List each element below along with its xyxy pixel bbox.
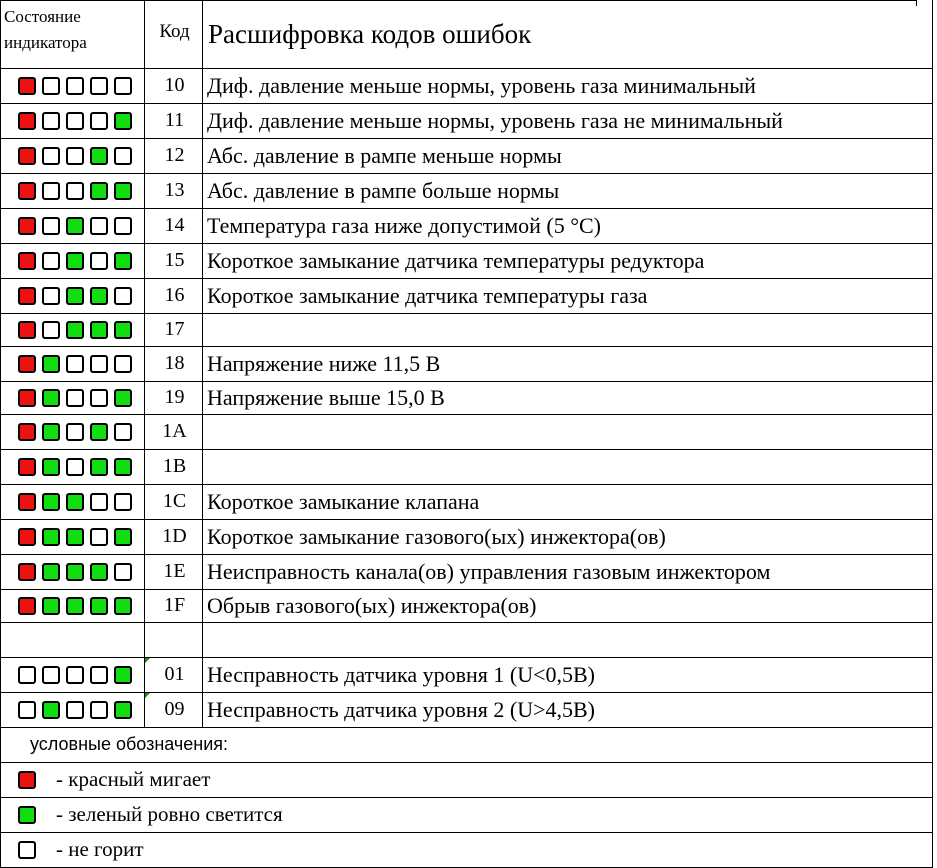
off-indicator-icon xyxy=(90,112,108,130)
indicator-leds xyxy=(18,589,132,622)
row-divider xyxy=(0,727,933,728)
green-indicator-icon xyxy=(114,321,132,339)
off-indicator-icon xyxy=(66,666,84,684)
legend-item xyxy=(18,797,283,832)
error-description: Несправность датчика уровня 2 (U>4,5В) xyxy=(207,696,595,722)
legend-divider xyxy=(0,797,933,798)
off-indicator-icon xyxy=(114,423,132,441)
indicator-leds xyxy=(18,554,132,589)
off-indicator-icon xyxy=(42,321,60,339)
indicator-leds xyxy=(18,449,132,484)
error-code: 19 xyxy=(164,386,185,408)
green-indicator-icon xyxy=(66,287,84,305)
red-indicator-icon xyxy=(18,287,36,305)
error-description: Короткое замыкание датчика температуры редуктора xyxy=(207,247,705,273)
green-indicator-icon xyxy=(114,182,132,200)
error-code: 11 xyxy=(164,109,185,131)
indicator-leds xyxy=(18,657,132,692)
indicator-leds xyxy=(18,414,132,449)
green-indicator-icon xyxy=(90,597,108,615)
row-divider xyxy=(0,589,933,590)
off-indicator-icon xyxy=(42,252,60,270)
green-indicator-icon xyxy=(114,666,132,684)
row-divider xyxy=(0,484,933,485)
green-indicator-icon xyxy=(42,355,60,373)
row-divider xyxy=(0,657,933,658)
row-divider xyxy=(0,554,933,555)
indicator-leds xyxy=(18,208,132,243)
error-description: Диф. давление меньше нормы, уровень газа не минимальный xyxy=(207,107,783,133)
off-indicator-icon xyxy=(66,147,84,165)
column-divider xyxy=(144,0,145,727)
error-description: Абс. давление в рампе больше нормы xyxy=(207,177,560,203)
indicator-header-line1: Состояние xyxy=(4,7,81,26)
green-indicator-icon xyxy=(66,563,84,581)
row-divider xyxy=(0,278,933,279)
legend-green-icon xyxy=(18,806,36,824)
indicator-leds xyxy=(18,313,132,346)
green-indicator-icon xyxy=(90,182,108,200)
off-indicator-icon xyxy=(42,217,60,235)
indicator-leds xyxy=(18,103,132,138)
off-indicator-icon xyxy=(114,287,132,305)
off-indicator-icon xyxy=(66,182,84,200)
off-indicator-icon xyxy=(90,217,108,235)
red-indicator-icon xyxy=(18,217,36,235)
off-indicator-icon xyxy=(42,666,60,684)
off-indicator-icon xyxy=(66,423,84,441)
column-divider xyxy=(202,0,203,727)
legend-off-icon xyxy=(18,841,36,859)
green-indicator-icon xyxy=(114,112,132,130)
off-indicator-icon xyxy=(114,563,132,581)
error-code: 1B xyxy=(162,455,187,477)
legend-item xyxy=(18,762,210,797)
off-indicator-icon xyxy=(66,458,84,476)
green-indicator-icon xyxy=(66,252,84,270)
green-indicator-icon xyxy=(42,493,60,511)
green-indicator-icon xyxy=(90,147,108,165)
off-indicator-icon xyxy=(114,217,132,235)
off-indicator-icon xyxy=(90,355,108,373)
error-description: Короткое замыкание клапана xyxy=(207,488,480,514)
row-divider xyxy=(0,173,933,174)
code-header: Код xyxy=(159,21,190,42)
green-indicator-icon xyxy=(114,458,132,476)
error-code: 18 xyxy=(164,352,185,374)
indicator-leds xyxy=(18,138,132,173)
green-indicator-icon xyxy=(114,252,132,270)
row-divider xyxy=(0,449,933,450)
green-indicator-icon xyxy=(114,389,132,407)
row-divider xyxy=(0,208,933,209)
off-indicator-icon xyxy=(66,355,84,373)
legend-title: условные обозначения: xyxy=(30,734,229,754)
error-code: 13 xyxy=(164,179,185,201)
row-divider xyxy=(0,313,933,314)
off-indicator-icon xyxy=(42,287,60,305)
green-indicator-icon xyxy=(66,528,84,546)
legend-text: - зеленый ровно светится xyxy=(56,802,283,826)
error-code: 15 xyxy=(164,249,185,271)
row-divider xyxy=(0,381,933,382)
row-divider xyxy=(0,103,933,104)
green-indicator-icon xyxy=(90,423,108,441)
off-indicator-icon xyxy=(90,389,108,407)
green-indicator-icon xyxy=(66,493,84,511)
off-indicator-icon xyxy=(114,493,132,511)
error-code: 1C xyxy=(162,490,187,512)
error-code: 17 xyxy=(164,318,185,340)
green-indicator-icon xyxy=(114,597,132,615)
red-indicator-icon xyxy=(18,321,36,339)
green-indicator-icon xyxy=(42,528,60,546)
green-indicator-icon xyxy=(42,389,60,407)
green-indicator-icon xyxy=(66,321,84,339)
row-divider xyxy=(0,622,933,623)
error-code: 09 xyxy=(164,698,185,720)
green-indicator-icon xyxy=(42,458,60,476)
red-indicator-icon xyxy=(18,147,36,165)
off-indicator-icon xyxy=(18,701,36,719)
indicator-leds xyxy=(18,243,132,278)
red-indicator-icon xyxy=(18,252,36,270)
red-indicator-icon xyxy=(18,563,36,581)
indicator-header xyxy=(4,4,144,56)
red-indicator-icon xyxy=(18,458,36,476)
off-indicator-icon xyxy=(90,493,108,511)
row-divider xyxy=(0,138,933,139)
error-description: Короткое замыкание датчика температуры газа xyxy=(207,282,648,308)
cell-comment-marker xyxy=(145,658,150,663)
error-description: Напряжение выше 15,0 В xyxy=(207,384,445,410)
green-indicator-icon xyxy=(114,528,132,546)
indicator-leds xyxy=(18,519,132,554)
indicator-leds xyxy=(18,484,132,519)
off-indicator-icon xyxy=(42,182,60,200)
off-indicator-icon xyxy=(114,147,132,165)
error-code: 14 xyxy=(164,214,185,236)
indicator-leds xyxy=(18,692,132,727)
error-code xyxy=(146,622,203,657)
off-indicator-icon xyxy=(66,701,84,719)
off-indicator-icon xyxy=(42,147,60,165)
indicator-leds xyxy=(18,173,132,208)
green-indicator-icon xyxy=(90,563,108,581)
error-code: 10 xyxy=(164,74,185,96)
row-divider xyxy=(0,414,933,415)
error-description: Абс. давление в рампе меньше нормы xyxy=(207,142,562,168)
row-divider xyxy=(0,519,933,520)
error-description: Напряжение ниже 11,5 В xyxy=(207,350,441,376)
green-indicator-icon xyxy=(114,701,132,719)
off-indicator-icon xyxy=(90,77,108,95)
error-code: 01 xyxy=(164,663,185,685)
error-description: Короткое замыкание газового(ых) инжектора(ов) xyxy=(207,523,666,549)
table-title: Расшифровка кодов ошибок xyxy=(208,18,532,49)
legend-item xyxy=(18,832,144,867)
error-description: Обрыв газового(ых) инжектора(ов) xyxy=(207,592,537,618)
off-indicator-icon xyxy=(18,666,36,684)
row-divider xyxy=(0,346,933,347)
green-indicator-icon xyxy=(90,321,108,339)
off-indicator-icon xyxy=(90,666,108,684)
cell-comment-marker xyxy=(145,693,150,698)
green-indicator-icon xyxy=(42,423,60,441)
legend-red-icon xyxy=(18,771,36,789)
off-indicator-icon xyxy=(66,77,84,95)
error-code: 1D xyxy=(162,525,187,547)
green-indicator-icon xyxy=(66,597,84,615)
grid-corner-tick xyxy=(916,0,917,6)
green-indicator-icon xyxy=(66,217,84,235)
red-indicator-icon xyxy=(18,423,36,441)
green-indicator-icon xyxy=(42,701,60,719)
red-indicator-icon xyxy=(18,528,36,546)
indicator-header-line2: индикатора xyxy=(4,33,87,52)
error-description: Диф. давление меньше нормы, уровень газа минимальный xyxy=(207,72,756,98)
green-indicator-icon xyxy=(90,458,108,476)
error-description: Неисправность канала(ов) управления газовым инжектором xyxy=(207,558,771,584)
error-code: 12 xyxy=(164,144,185,166)
off-indicator-icon xyxy=(114,77,132,95)
indicator-leds xyxy=(18,68,132,103)
error-description: Несправность датчика уровня 1 (U<0,5В) xyxy=(207,661,595,687)
legend-text: - не горит xyxy=(56,837,144,861)
off-indicator-icon xyxy=(90,528,108,546)
error-code: 1E xyxy=(163,560,186,582)
off-indicator-icon xyxy=(90,252,108,270)
red-indicator-icon xyxy=(18,355,36,373)
row-divider xyxy=(0,692,933,693)
indicator-leds xyxy=(18,381,132,414)
off-indicator-icon xyxy=(42,112,60,130)
red-indicator-icon xyxy=(18,77,36,95)
off-indicator-icon xyxy=(42,77,60,95)
red-indicator-icon xyxy=(18,389,36,407)
legend-text: - красный мигает xyxy=(56,767,211,791)
indicator-leds xyxy=(18,278,132,313)
legend-divider xyxy=(0,832,933,833)
legend-divider xyxy=(0,762,933,763)
off-indicator-icon xyxy=(66,389,84,407)
red-indicator-icon xyxy=(18,112,36,130)
red-indicator-icon xyxy=(18,182,36,200)
red-indicator-icon xyxy=(18,597,36,615)
error-code: 1F xyxy=(163,594,186,616)
indicator-leds xyxy=(18,346,132,381)
right-edge-mask xyxy=(933,0,937,868)
off-indicator-icon xyxy=(90,701,108,719)
green-indicator-icon xyxy=(42,597,60,615)
off-indicator-icon xyxy=(66,112,84,130)
grid-line-top xyxy=(0,0,916,1)
green-indicator-icon xyxy=(90,287,108,305)
row-divider xyxy=(0,68,933,69)
off-indicator-icon xyxy=(114,355,132,373)
row-divider xyxy=(0,243,933,244)
red-indicator-icon xyxy=(18,493,36,511)
green-indicator-icon xyxy=(42,563,60,581)
error-description: Температура газа ниже допустимой (5 °С) xyxy=(207,212,602,238)
error-code: 1A xyxy=(162,420,187,442)
error-code: 16 xyxy=(164,284,185,306)
grid-line-left xyxy=(0,0,1,868)
